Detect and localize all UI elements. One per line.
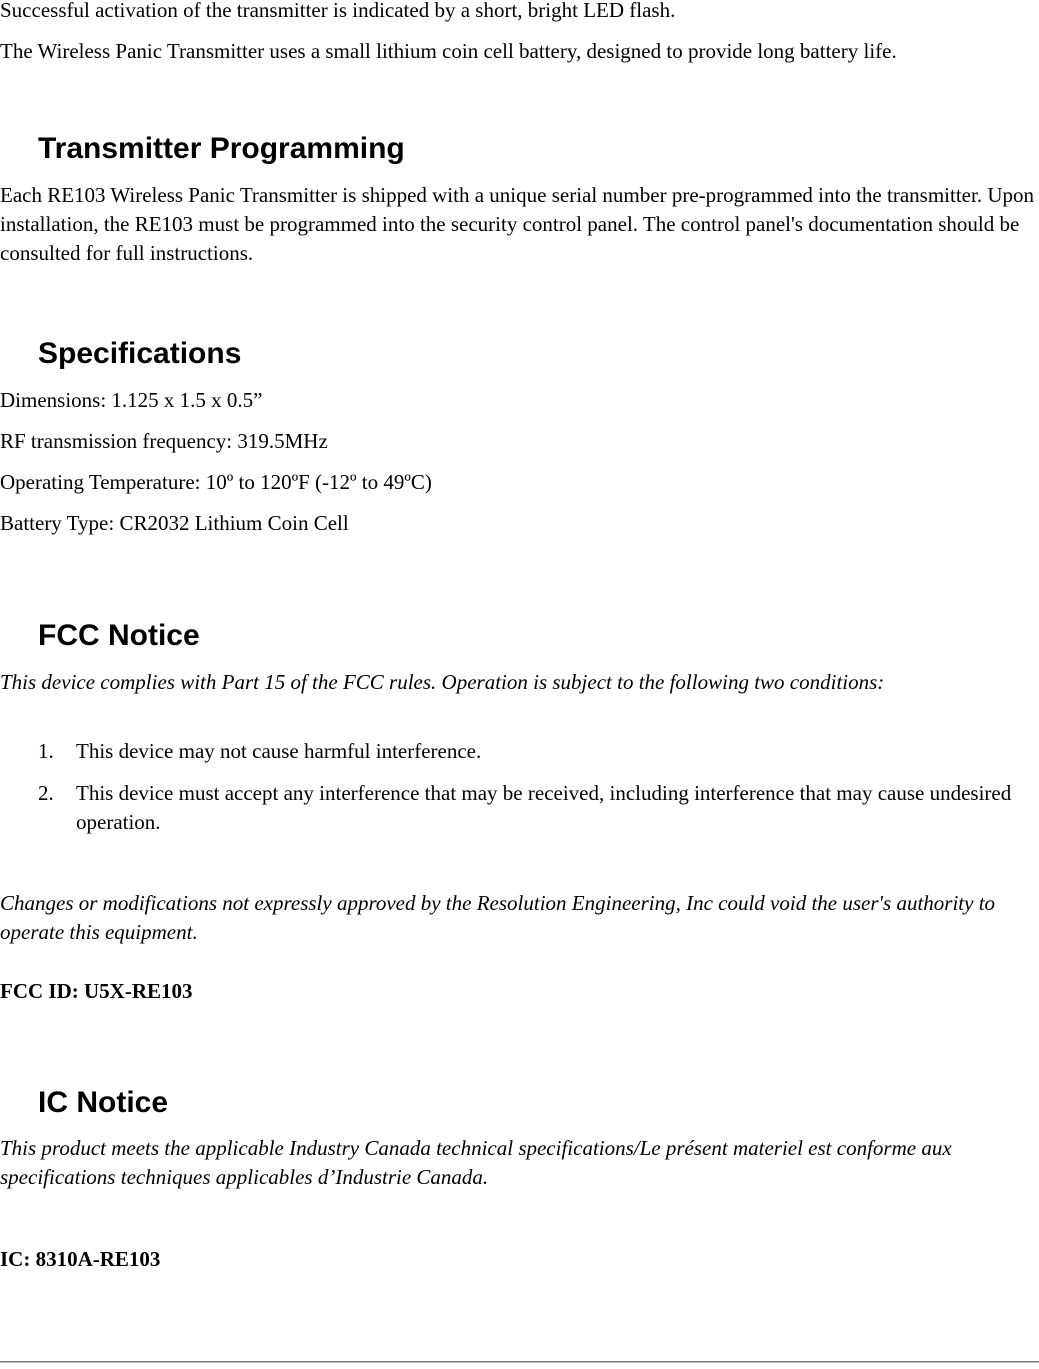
programming-paragraph: Each RE103 Wireless Panic Transmitter is shipped with a unique serial number pre-programmed into the transmitter. Upon installation, the RE103 must be programmed into the security control panel. The control panel's documentation should be consulted for full instructions.: [0, 183, 1034, 265]
list-number: 1.: [38, 739, 54, 763]
fcc-intro-paragraph: This device complies with Part 15 of the FCC rules. Operation is subject to the following two conditions:: [0, 670, 885, 694]
intro-led-paragraph: Successful activation of the transmitter is indicated by a short, bright LED flash.: [0, 0, 676, 22]
list-item-text: This device may not cause harmful interference.: [76, 739, 482, 763]
section-heading-specifications: Specifications: [38, 337, 242, 370]
footer-rule: [0, 1361, 1039, 1363]
spec-operating-temperature: Operating Temperature: 10º to 120ºF (-12º to 49ºC): [0, 470, 432, 494]
spec-dimensions: Dimensions: 1.125 x 1.5 x 0.5”: [0, 388, 263, 412]
ic-paragraph: This product meets the applicable Industry Canada technical specifications/Le présent materiel est conforme aux specifications techniques applicables d’Industrie Canada.: [0, 1136, 952, 1189]
fcc-id: FCC ID: U5X-RE103: [0, 979, 193, 1003]
intro-battery-paragraph: The Wireless Panic Transmitter uses a small lithium coin cell battery, designed to provide long battery life.: [0, 39, 897, 63]
list-item-text: This device must accept any interference that may be received, including interference that may cause undesired operation.: [76, 781, 1012, 834]
section-heading-programming: Transmitter Programming: [38, 132, 405, 165]
fcc-changes-paragraph: Changes or modifications not expressly approved by the Resolution Engineering, Inc could void the user's authority to operate this equipment.: [0, 891, 996, 944]
spec-battery-type: Battery Type: CR2032 Lithium Coin Cell: [0, 511, 349, 535]
ic-id: IC: 8310A-RE103: [0, 1247, 161, 1271]
list-number: 2.: [38, 781, 54, 805]
section-heading-ic: IC Notice: [38, 1086, 169, 1119]
section-heading-fcc: FCC Notice: [38, 619, 200, 652]
spec-rf-frequency: RF transmission frequency: 319.5MHz: [0, 429, 328, 453]
